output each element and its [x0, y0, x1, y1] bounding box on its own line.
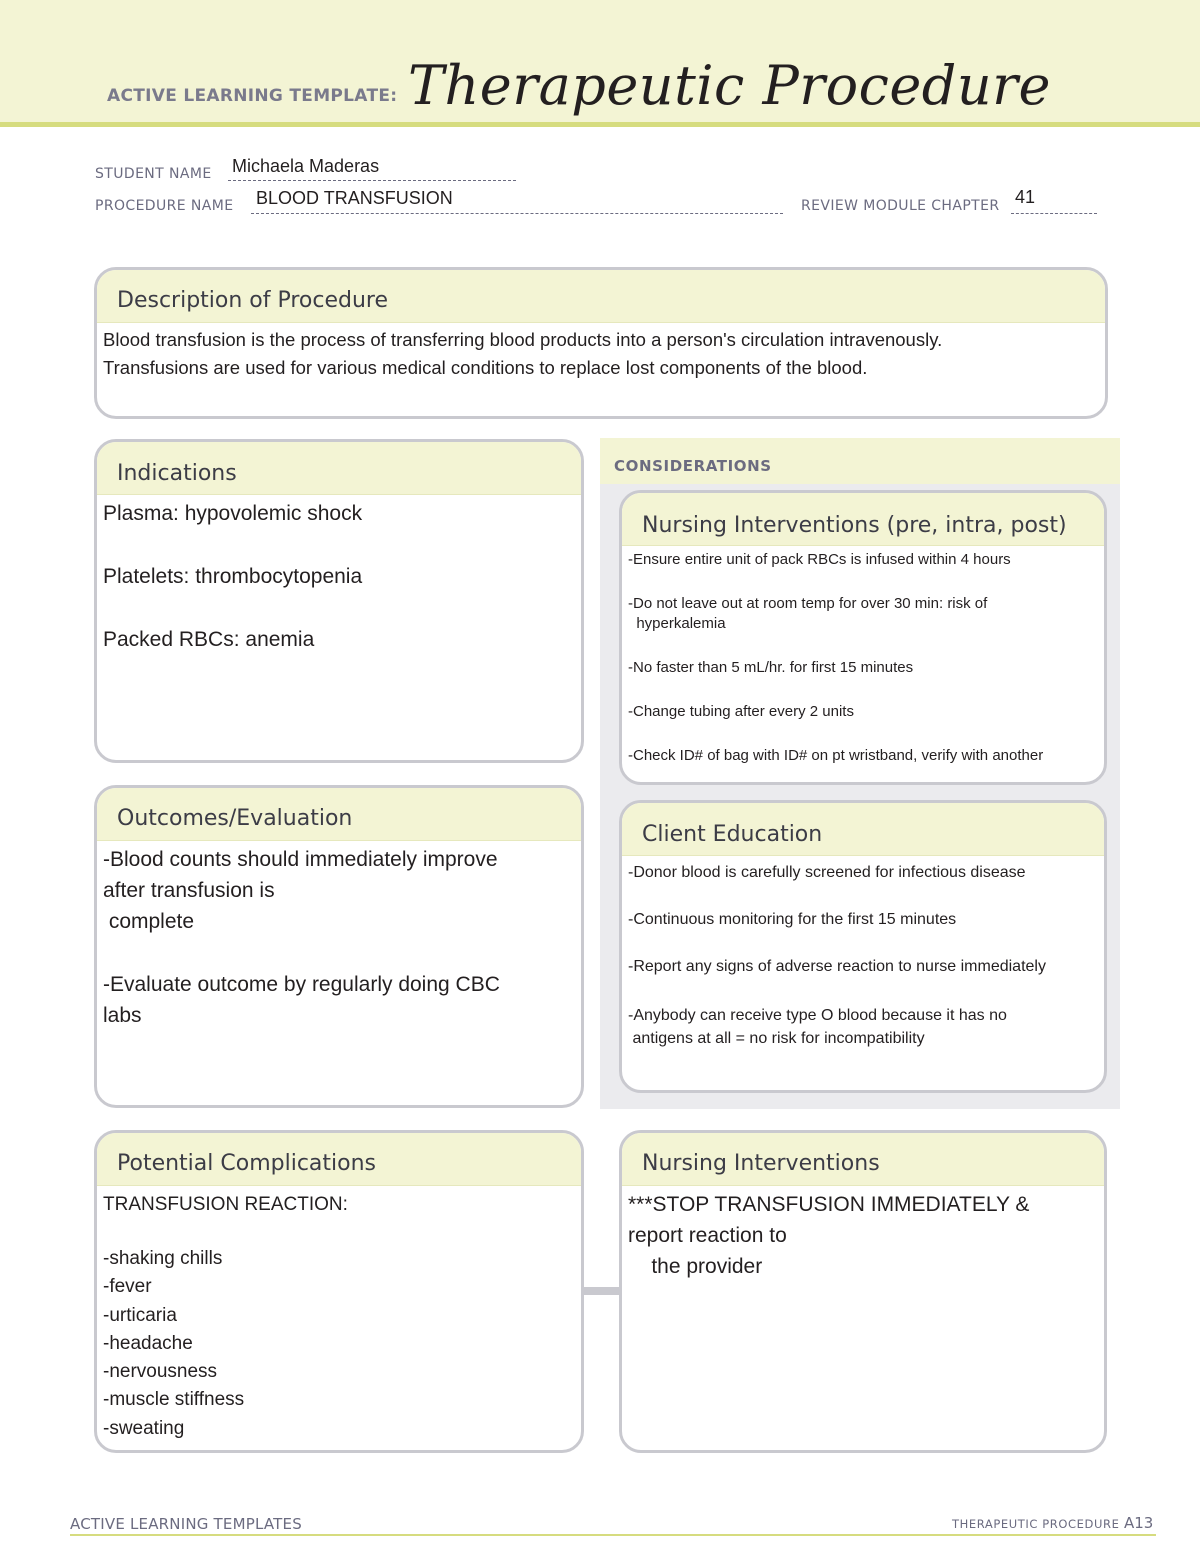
- nursing-pre-box: [619, 490, 1107, 785]
- client-education-title: Client Education: [642, 822, 823, 847]
- footer-left: ACTIVE LEARNING TEMPLATES: [70, 1515, 302, 1533]
- outcomes-box: [94, 785, 584, 1108]
- description-line: Transfusions are used for various medical conditions to replace lost components of the blood.: [103, 357, 868, 378]
- complication-item: -shaking chills: [103, 1248, 223, 1269]
- outcome-line: labs: [103, 1004, 142, 1027]
- client-education-header: [622, 803, 1104, 856]
- outcome-line: -Blood counts should immediately improve: [103, 848, 498, 871]
- education-item: -Continuous monitoring for the first 15 minutes: [628, 911, 957, 928]
- nursing-interventions-box: [619, 1130, 1107, 1453]
- template-label: ACTIVE LEARNING TEMPLATE:: [107, 86, 398, 106]
- education-item: -Donor blood is carefully screened for infectious disease: [628, 864, 1026, 881]
- nursing-intervention-line: report reaction to: [628, 1224, 787, 1247]
- education-item: -Report any signs of adverse reaction to nurse immediately: [628, 958, 1046, 975]
- indications-title: Indications: [117, 461, 237, 486]
- outcome-line: after transfusion is: [103, 879, 275, 902]
- complications-heading: TRANSFUSION REACTION:: [103, 1194, 348, 1215]
- review-module-field[interactable]: 41: [1015, 187, 1036, 207]
- review-module-label: REVIEW MODULE CHAPTER: [801, 198, 1000, 214]
- complications-box: [94, 1130, 584, 1453]
- complications-header: [97, 1133, 581, 1186]
- nursing-interventions-header: [622, 1133, 1104, 1186]
- footer-rule: [70, 1534, 1156, 1536]
- outcome-line: -Evaluate outcome by regularly doing CBC: [103, 973, 500, 996]
- nursing-pre-item: -Change tubing after every 2 units: [628, 703, 854, 720]
- indications-header: [97, 442, 581, 495]
- complication-item: -headache: [103, 1332, 193, 1354]
- student-name-field[interactable]: Michaela Maderas: [232, 156, 380, 176]
- complication-item: -nervousness: [103, 1361, 218, 1383]
- client-education-body[interactable]: [628, 863, 1098, 1050]
- education-item: -Anybody can receive type O blood because it has no: [628, 1007, 1007, 1024]
- nursing-interventions-title: Nursing Interventions: [642, 1151, 880, 1176]
- footer-right: THERAPEUTIC PROCEDURE: [952, 1517, 1120, 1531]
- complications-body[interactable]: [103, 1191, 575, 1443]
- indications-box: [94, 439, 584, 763]
- description-line: Blood transfusion is the process of transferring blood products into a person's circulation intravenously.: [103, 329, 943, 350]
- procedure-name-label: PROCEDURE NAME: [95, 198, 234, 214]
- nursing-pre-title: Nursing Interventions (pre, intra, post): [642, 513, 1067, 538]
- complication-item: -urticaria: [103, 1304, 177, 1326]
- nursing-pre-item: hyperkalemia: [628, 615, 726, 632]
- client-education-box: [619, 800, 1107, 1093]
- template-title: Therapeutic Procedure: [408, 54, 1051, 117]
- complication-item: -fever: [103, 1276, 152, 1298]
- student-name-line: [228, 180, 516, 181]
- outcome-line: complete: [103, 910, 195, 933]
- description-body[interactable]: [103, 326, 1099, 382]
- complications-title: Potential Complications: [117, 1151, 376, 1176]
- procedure-name-field[interactable]: BLOOD TRANSFUSION: [256, 188, 453, 208]
- nursing-pre-item: -Do not leave out at room temp for over 30 min: risk of: [628, 595, 988, 612]
- nursing-pre-header: [622, 493, 1104, 546]
- nursing-interventions-body[interactable]: [628, 1189, 1098, 1282]
- outcomes-body[interactable]: [103, 844, 575, 1031]
- nursing-pre-item: -No faster than 5 mL/hr. for first 15 minutes: [628, 659, 914, 676]
- header-rule: [0, 122, 1200, 127]
- nursing-pre-item: -Check ID# of bag with ID# on pt wristband, verify with another: [628, 747, 1044, 764]
- nursing-pre-item: -Ensure entire unit of pack RBCs is infused within 4 hours: [628, 551, 1011, 568]
- indication-item: Plasma: hypovolemic shock: [103, 502, 363, 525]
- outcomes-header: [97, 788, 581, 841]
- nursing-pre-body[interactable]: [628, 550, 1098, 766]
- student-name-label: STUDENT NAME: [95, 166, 212, 182]
- indication-item: Packed RBCs: anemia: [103, 628, 315, 651]
- outcomes-title: Outcomes/Evaluation: [117, 806, 353, 831]
- description-box: [94, 267, 1108, 419]
- nursing-intervention-line: the provider: [628, 1255, 763, 1278]
- nursing-intervention-line: ***STOP TRANSFUSION IMMEDIATELY &: [628, 1193, 1030, 1216]
- complication-item: -sweating: [103, 1417, 185, 1439]
- description-header: [97, 270, 1105, 323]
- procedure-name-line: [251, 213, 783, 214]
- description-title: Description of Procedure: [117, 288, 389, 313]
- indication-item: Platelets: thrombocytopenia: [103, 565, 363, 588]
- education-item: antigens at all = no risk for incompatibility: [628, 1030, 925, 1047]
- complication-item: -muscle stiffness: [103, 1389, 245, 1411]
- indications-body[interactable]: [103, 498, 575, 655]
- connector-bar: [582, 1287, 620, 1295]
- considerations-label: CONSIDERATIONS: [614, 457, 772, 475]
- footer-page-number: A13: [1124, 1514, 1154, 1532]
- review-module-line: [1011, 213, 1097, 214]
